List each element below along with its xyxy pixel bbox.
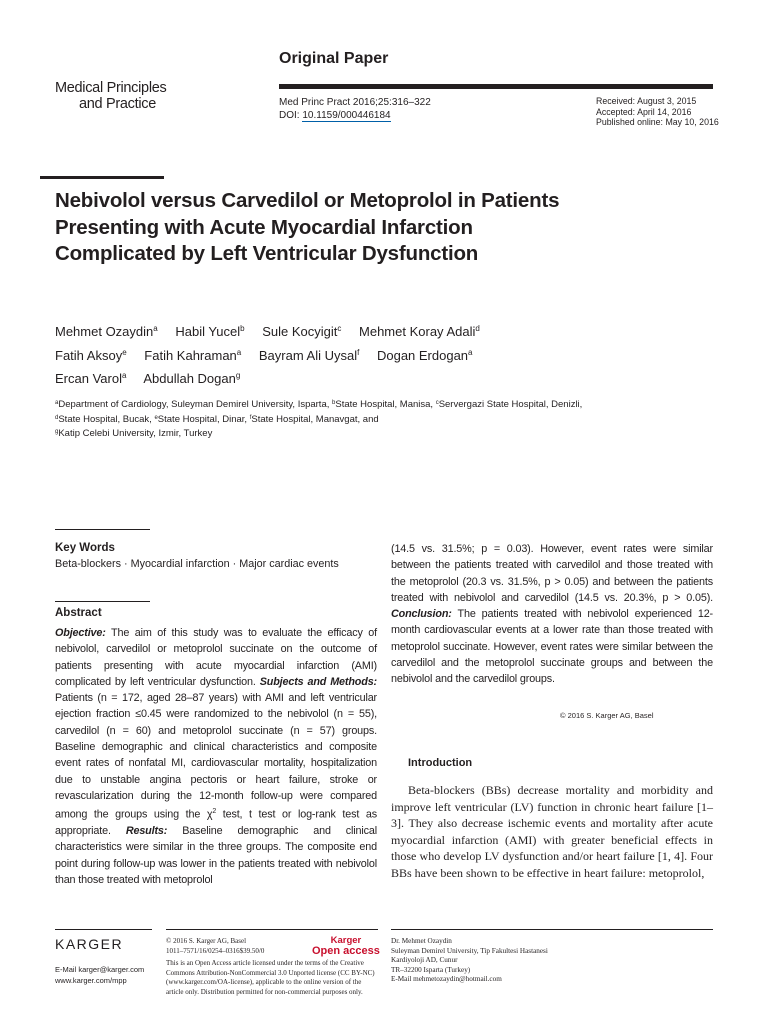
keywords-rule — [55, 529, 150, 530]
correspondence-line: Suleyman Demirel University, Tip Fakultesi Hastanesi — [391, 946, 548, 955]
author-row — [55, 344, 615, 368]
correspondence-email[interactable]: E-Mail mehmetozaydin@hotmail.com — [391, 975, 502, 983]
doi-prefix: DOI: — [279, 110, 303, 121]
correspondence-line: Dr. Mehmet Ozaydin — [391, 937, 452, 945]
date-accepted: Accepted: April 14, 2016 — [596, 106, 692, 117]
author: Habil Yucel$^b$ — [175, 324, 245, 339]
author-list — [55, 320, 615, 391]
correspondence-line: TR–32200 Isparta (Turkey) — [391, 965, 471, 974]
publisher-website[interactable]: www.karger.com/mpp — [55, 975, 127, 985]
open-access-logo-line1: Karger — [330, 935, 362, 946]
author: Abdullah Dogan$^g$ — [143, 371, 241, 386]
title-rule — [40, 176, 164, 179]
author: Bayram Ali Uysal$^f$ — [258, 347, 360, 363]
abstract-rule — [55, 601, 150, 602]
correspondence-line: Kardiyoloji AD, Cunur — [391, 956, 458, 964]
affiliations: $^a$Department of Cardiology, Suleyman Demirel University, Isparta, $^b$State Hospital, Manisa, $^c$Servergazi State Hospital, Denizli, $^d$State Hospital, Bucak, $^e$State Hospital, Dinar, $^f$State Hospital, Manavgat, and $^g$Katip Celebi University, Izmir, Turkey — [55, 399, 583, 439]
keywords-text: Beta-blockers · Myocardial infarction · Major cardiac events — [55, 558, 339, 570]
header-rule — [279, 84, 713, 89]
article-type: Original Paper — [279, 50, 389, 67]
citation-block — [279, 96, 431, 122]
journal-name-line1: Medical Principles — [55, 80, 167, 96]
abstract-copyright: © 2016 S. Karger AG, Basel — [560, 711, 654, 720]
author: Mehmet Ozaydin$^a$ — [55, 324, 158, 339]
author: Fatih Aksoy$^e$ — [55, 347, 127, 363]
author: Mehmet Koray Adali$^d$ — [359, 324, 480, 339]
footer-rule-right — [391, 929, 713, 930]
publisher-contact — [55, 965, 144, 986]
abstract-body-col2: (14.5 vs. 31.5%; p = 0.03). However, event rates were similar between the patients treated with carvedilol and those treated with the metoprolol (20.3 vs. 31.5%, p > 0.05) and between the patients treated with nebivolol and carvedilol (14.5 vs. 20.3%, p > 0.05). Conclusion: The patients treated with nebivolol experienced 12-month cardiovascular events at a lower rate than those treated with metoprolol succinate. However, event rates were similar between the carvedilol and the metoprolol succinate groups and between the nebivolol and the carvedilol groups. — [391, 543, 713, 686]
doi-link[interactable]: 10.1159/000446184 — [302, 110, 391, 121]
introduction-heading: Introduction — [408, 757, 473, 769]
footer-rule-mid — [166, 929, 378, 930]
dates-block — [596, 96, 719, 128]
author-row — [55, 367, 615, 391]
journal-name-line2: and Practice — [79, 96, 156, 112]
date-published: Published online: May 10, 2016 — [596, 117, 719, 127]
open-access-logo-line2: Open access — [312, 945, 380, 957]
article-title: Nebivolol versus Carvedilol or Metoprolol in Patients Presenting with Acute Myocardial Infarction Complicated by Left Ventricular Dysfunction — [55, 189, 560, 265]
footer-issn: 1011–7571/16/0254–0316$39.50/0 — [166, 946, 265, 955]
date-received: Received: August 3, 2015 — [596, 96, 697, 106]
open-access-logo — [312, 936, 380, 956]
license-text: This is an Open Access article licensed under the terms of the Creative Commons Attribution-NonCommercial 3.0 Unported license (CC BY-NC) (www.karger.com/OA-license), applicable to the online version of the article only. Distribution permitted for non-commercial purposes only. — [166, 959, 375, 996]
author-row — [55, 320, 615, 344]
keywords-heading: Key Words — [55, 542, 115, 554]
author: Sule Kocyigit$^c$ — [262, 324, 342, 339]
author: Fatih Kahraman$^a$ — [144, 347, 242, 363]
author: Dogan Erdogan$^a$ — [376, 347, 473, 363]
journal-logo — [55, 80, 166, 112]
karger-logo: KARGER — [55, 936, 124, 952]
footer-rule-left — [55, 929, 152, 930]
correspondence-block — [391, 937, 701, 985]
doi-line — [279, 109, 431, 122]
citation: Med Princ Pract 2016;25:316–322 — [279, 97, 431, 108]
publisher-email[interactable]: E-Mail karger@karger.com — [55, 965, 145, 974]
footer-copyright: © 2016 S. Karger AG, Basel — [166, 937, 247, 945]
abstract-body-col1: Objective: The aim of this study was to evaluate the efficacy of nebivolol, carvedilol or metoprolol succinate on the outcome of patients presenting with acute myocardial infarction (AMI) complicated by left ventricular dysfunction. Subjects and Methods: Patients (n = 172, aged 28–87 years) with AMI and left ventricular ejection fraction ≤0.45 were randomized to the nebivolol (n = 55), carvedilol (n = 60) and metoprolol succinate (n = 57) groups. Baseline demographic and clinical characteristics and composite event rates of nonfatal MI, cardiovascular mortality, hospitalization due to unstable angina pectoris or heart failure, stroke or revascularization during the 12-month follow-up were compared among the groups using the $\chi^2$ test, t test or log-rank test as appropriate. Results: Baseline demographic and clinical characteristics were similar in the three groups. The composite end point during follow-up was lower in the patients treated with nebivolol than those treated with metoprolol — [55, 627, 377, 887]
author: Ercan Varol$^a$ — [55, 371, 127, 386]
introduction-text: Beta-blockers (BBs) decrease mortality and morbidity and improve left ventricular (LV) function in chronic heart failure [1–3]. They also decrease ischemic events and mortality after acute myocardial infarction (AMI) with greater beneficial effects in those who develop LV dysfunction and/or heart failure [1, 4]. Four BBs have been shown to be effective in heart failure: metoprolol, — [391, 783, 713, 880]
abstract-heading: Abstract — [55, 607, 102, 619]
